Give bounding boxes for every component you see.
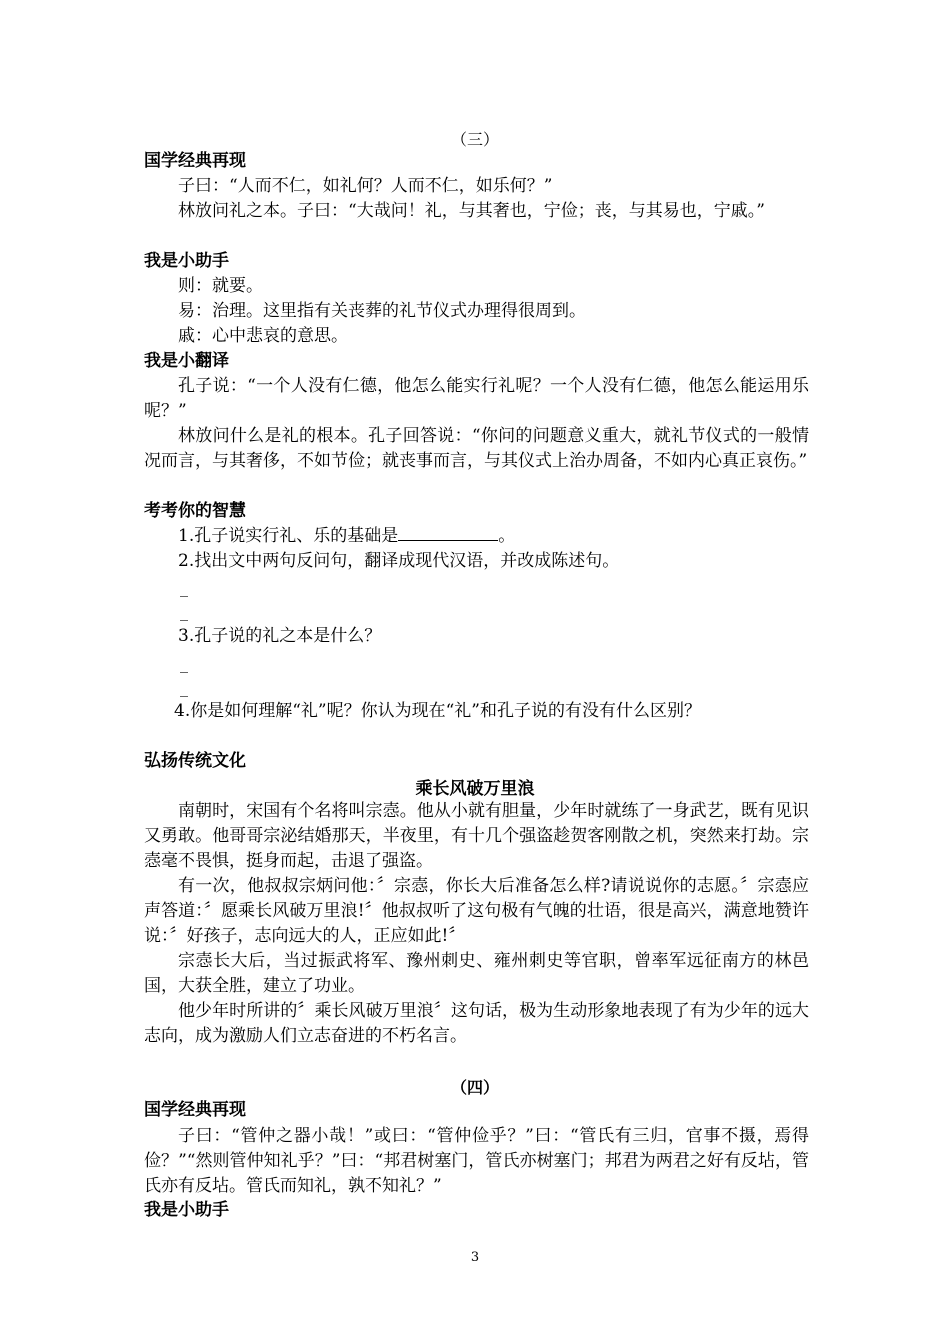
heading-culture-3: 弘扬传统文化 [144, 751, 246, 771]
heading-helper-4: 我是小助手 [144, 1200, 229, 1220]
quiz-question-4: 4.你是如何理解“礼”呢？你认为现在“礼”和孔子说的有没有什么区别？ [174, 701, 701, 721]
page-number: 3 [470, 1250, 480, 1265]
quiz-question-1-end: 。 [498, 526, 516, 546]
quiz-question-2: 2.找出文中两句反问句，翻译成现代汉语，并改成陈述句。 [178, 551, 620, 571]
story-p4: 他少年时所讲的〞乘长风破万里浪〞这句话，极为生动形象地表现了有为少年的远大志向，成为激励人们立志奋进的不朽名言。 [144, 1001, 809, 1046]
story-p3: 宗悫长大后，当过振武将军、豫州刺史、雍州刺史等官职，曾率军远征南方的林邑国，大获全胜，建立了功业。 [144, 951, 809, 996]
answer-line[interactable]: _ [180, 578, 188, 597]
answer-line[interactable]: _ [180, 654, 188, 673]
story-p1: 南朝时，宋国有个名将叫宗悫。他从小就有胆量，少年时就练了一身武艺，既有见识又勇敢。他哥哥宗泌结婚那天，半夜里，有十几个强盗趁贺客刚散之机，突然来打劫。宗悫毫不畏惧，挺身而起，击退了强盗。 [144, 801, 809, 871]
story-title: 乘长风破万里浪 [415, 779, 535, 799]
heading-quiz-3: 考考你的智慧 [144, 501, 246, 521]
classic-3-p2: 林放问礼之本。子曰：“大哉问！礼，与其奢也，宁俭；丧，与其易也，宁戚。” [178, 201, 765, 221]
translate-3-p2: 林放问什么是礼的根本。孔子回答说：“你问的问题意义重大，就礼节仪式的一般情况而言，与其奢侈，不如节俭；就丧事而言，与其仪式上治办周备，不如内心真正哀伤。” [144, 426, 809, 471]
translate-3-p1: 孔子说：“一个人没有仁德，他怎么能实行礼呢？一个人没有仁德，他怎么能运用乐呢？” [144, 376, 809, 421]
quiz-question-1-text: 1.孔子说实行礼、乐的基础是 [178, 526, 399, 546]
helper-3-item-3: 戚：心中悲哀的意思。 [178, 326, 348, 346]
answer-blank[interactable] [398, 524, 498, 541]
section-3-title: （三） [450, 130, 499, 149]
helper-3-item-1: 则：就要。 [178, 276, 263, 296]
heading-classic-4: 国学经典再现 [144, 1100, 246, 1120]
answer-line[interactable]: _ [180, 602, 188, 621]
helper-3-item-2: 易：治理。这里指有关丧葬的礼节仪式办理得很周到。 [178, 301, 586, 321]
quiz-question-1 [144, 524, 809, 549]
classic-4-p1: 子曰：“管仲之器小哉！”或曰：“管仲俭乎？”曰：“管氏有三归，官事不摄，焉得俭？”“然则管仲知礼乎？”曰：“邦君树塞门，管氏亦树塞门；邦君为两君之好有反坫，管氏亦有反坫。管氏而知礼，孰不知礼？” [144, 1126, 809, 1196]
answer-line[interactable]: _ [180, 678, 188, 697]
quiz-question-3: 3.孔子说的礼之本是什么？ [178, 626, 382, 646]
heading-translate-3: 我是小翻译 [144, 351, 229, 371]
heading-classic-3: 国学经典再现 [144, 151, 246, 171]
story-p2: 有一次，他叔叔宗炳问他：〞宗悫，你长大后准备怎么样?请说说你的志愿。〞宗悫应声答道：〞愿乘长风破万里浪!〞他叔叔听了这句极有气魄的壮语，很是高兴，满意地赞许说：〞好孩子，志向远大的人，正应如此!〞 [144, 876, 809, 946]
section-4-title: （四） [450, 1078, 499, 1097]
heading-helper-3: 我是小助手 [144, 251, 229, 271]
classic-3-p1: 子曰：“人而不仁，如礼何？人而不仁，如乐何？” [178, 176, 553, 196]
